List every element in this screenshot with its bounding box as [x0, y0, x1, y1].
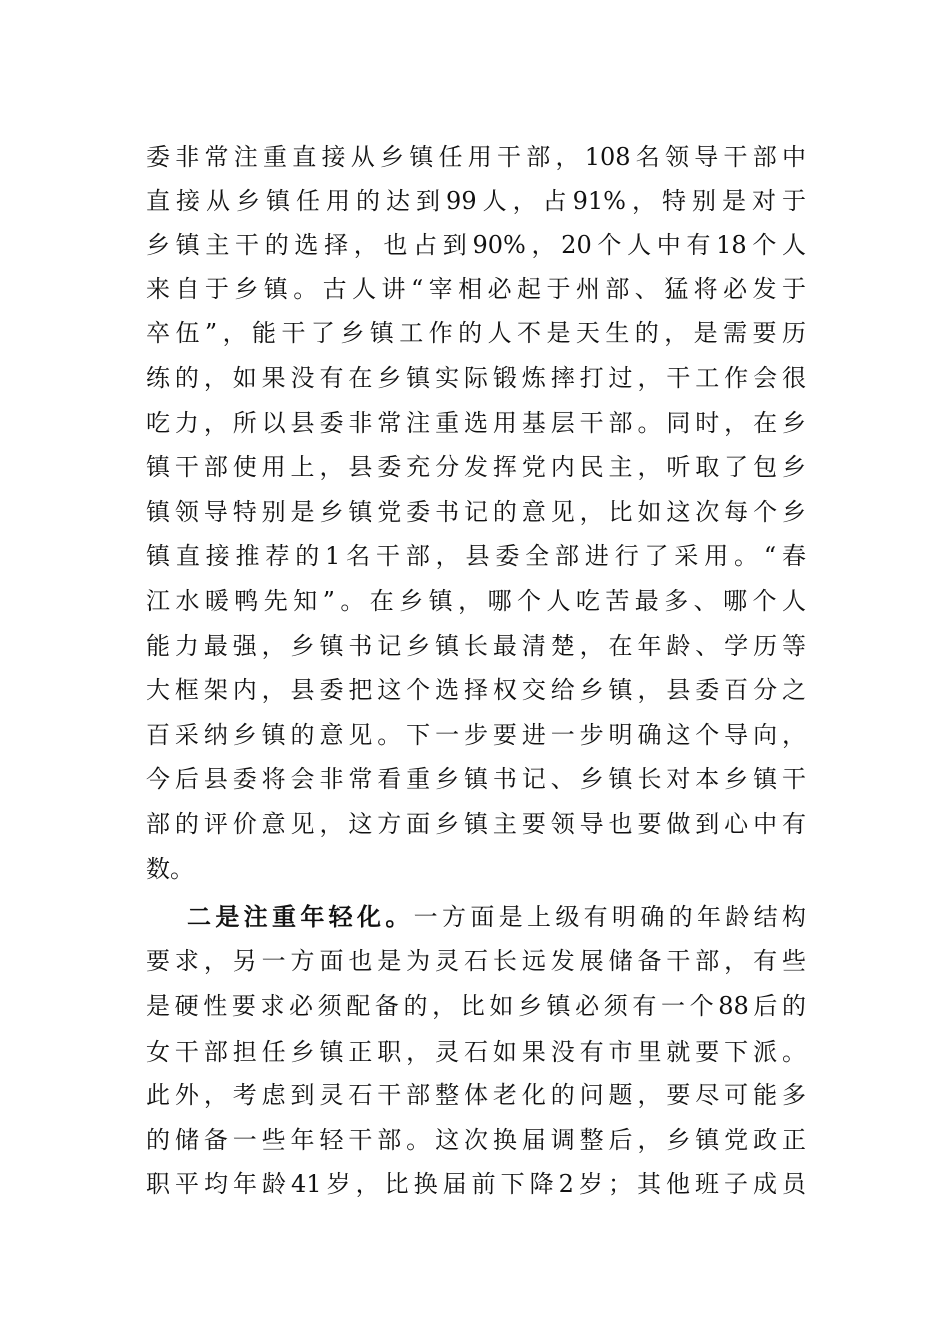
- text-line: 要求，另一方面也是为灵石长远发展储备干部，有些: [146, 947, 806, 975]
- text-span: 一方面是上级有明确的年龄结构: [413, 903, 807, 931]
- text-line: 女干部担任乡镇正职，灵石如果没有市里就要下派。: [146, 1038, 806, 1066]
- text-line: 镇直接推荐的1名干部，县委全部进行了采用。“春: [146, 542, 806, 570]
- text-line: 卒伍”，能干了乡镇工作的人不是天生的，是需要历: [146, 319, 806, 347]
- text-line: 乡镇主干的选择，也占到90%，20个人中有18个人: [146, 231, 806, 259]
- text-line: 委非常注重直接从乡镇任用干部，108名领导干部中: [146, 143, 806, 171]
- text-line: 大框架内，县委把这个选择权交给乡镇，县委百分之: [146, 676, 806, 704]
- text-line: 今后县委将会非常看重乡镇书记、乡镇长对本乡镇干: [146, 765, 806, 793]
- text-line: 百采纳乡镇的意见。下一步要进一步明确这个导向，: [146, 721, 806, 749]
- text-line: 此外，考虑到灵石干部整体老化的问题，要尽可能多: [146, 1081, 806, 1109]
- paragraph-first-line: [187, 897, 806, 937]
- text-line: 练的，如果没有在乡镇实际锻炼摔打过，干工作会很: [146, 364, 806, 392]
- text-line: 吃力，所以县委非常注重选用基层干部。同时，在乡: [146, 409, 806, 437]
- text-line: 数。: [146, 855, 194, 883]
- text-line: 镇干部使用上，县委充分发挥党内民主，听取了包乡: [146, 453, 806, 481]
- text-line: 是硬性要求必须配备的，比如乡镇必须有一个88后的: [146, 992, 806, 1020]
- text-line: 来自于乡镇。古人讲“宰相必起于州部、猛将必发于: [146, 275, 806, 303]
- section-heading: 二是注重年轻化。: [187, 902, 414, 931]
- text-line: 能力最强，乡镇书记乡镇长最清楚，在年龄、学历等: [146, 632, 806, 660]
- text-line: 部的评价意见，这方面乡镇主要领导也要做到心中有: [146, 810, 806, 838]
- text-line: 职平均年龄41岁，比换届前下降2岁；其他班子成员: [146, 1170, 806, 1198]
- text-line: 镇领导特别是乡镇党委书记的意见，比如这次每个乡: [146, 498, 806, 526]
- text-line: 直接从乡镇任用的达到99人，占91%，特别是对于: [146, 187, 806, 215]
- text-line: 的储备一些年轻干部。这次换届调整后，乡镇党政正: [146, 1126, 806, 1154]
- text-line: 江水暖鸭先知”。在乡镇，哪个人吃苦最多、哪个人: [146, 587, 806, 615]
